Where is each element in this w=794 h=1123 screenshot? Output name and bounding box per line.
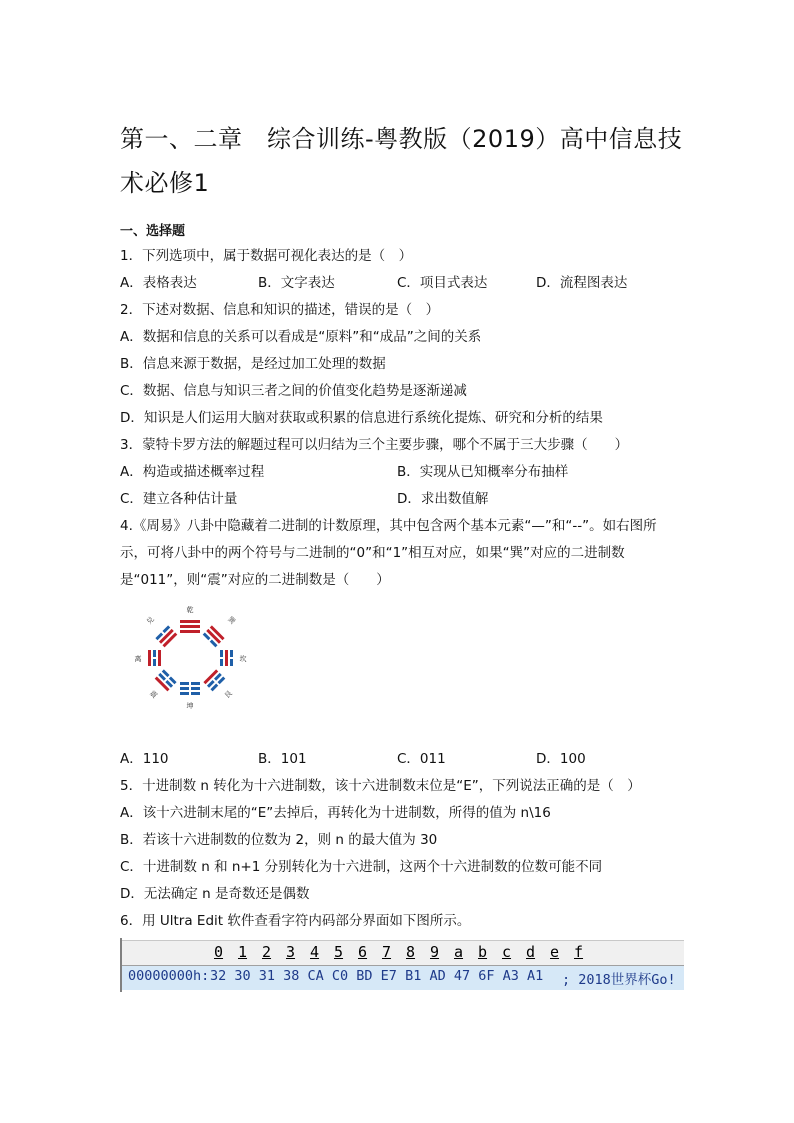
q4-option-b: B．101 xyxy=(258,751,307,767)
bagua-label-kan: 坎 xyxy=(239,655,247,663)
q1-option-d: D．流程图表达 xyxy=(536,275,628,291)
hex-address: 00000000h: xyxy=(128,968,210,984)
q3-option-d: D．求出数值解 xyxy=(397,491,489,507)
hex-bytes: 32 30 31 38 CA C0 BD E7 B1 AD 47 6F A3 A1 xyxy=(210,968,544,984)
hex-col: 0 xyxy=(214,943,224,961)
hex-column-header xyxy=(122,940,684,966)
bagua-label-zhen: 震 xyxy=(148,689,159,700)
bagua-label-gen: 艮 xyxy=(223,689,234,700)
hex-text: ; 2018世界杯Go! xyxy=(562,972,676,988)
q5-option-c: C．十进制数 n 和 n+1 分别转化为十六进制，这两个十六进制数的位数可能不同 xyxy=(120,859,603,875)
hex-col: 1 xyxy=(238,943,248,961)
hex-col: a xyxy=(454,943,464,961)
q3-option-c: C．建立各种估计量 xyxy=(120,491,238,507)
hex-col: 7 xyxy=(382,943,392,961)
q2-option-a: A．数据和信息的关系可以看成是“原料”和“成品”之间的关系 xyxy=(120,329,482,345)
hex-col: e xyxy=(550,943,560,961)
bagua-label-li: 离 xyxy=(134,655,142,663)
question-1-stem: 1．下列选项中，属于数据可视化表达的是（ ） xyxy=(120,248,413,264)
trigram-li xyxy=(148,650,161,666)
hex-editor-screenshot xyxy=(120,938,684,992)
section-heading: 一、选择题 xyxy=(120,224,186,239)
trigram-xun xyxy=(203,625,225,647)
question-4-stem: 4.《周易》八卦中隐藏着二进制的计数原理，其中包含两个基本元素“—”和“--”。如右图所示，可将八卦中的两个符号与二进制的“0”和“1”相互对应，如果“巽”对应的二进制数是“011”，则“震”对应的二进制数是（ ） xyxy=(120,518,657,588)
hex-col: 4 xyxy=(310,943,320,961)
bagua-label-qian: 乾 xyxy=(186,606,194,614)
q3-option-b: B．实现从已知概率分布抽样 xyxy=(397,464,569,480)
trigram-gen xyxy=(203,669,225,691)
q5-option-a: A．该十六进制末尾的“E”去掉后，再转化为十进制数，所得的值为 n\16 xyxy=(120,805,551,821)
hex-col: 8 xyxy=(406,943,416,961)
q2-option-c: C．数据、信息与知识三者之间的价值变化趋势是逐渐递减 xyxy=(120,383,467,399)
bagua-label-dui: 兑 xyxy=(145,615,156,626)
q5-option-b: B．若该十六进制数的位数为 2，则 n 的最大值为 30 xyxy=(120,832,438,848)
q1-option-a: A．表格表达 xyxy=(120,275,197,291)
question-3-stem: 3．蒙特卡罗方法的解题过程可以归结为三个主要步骤，哪个不属于三大步骤（ ） xyxy=(120,437,629,453)
hex-col: 3 xyxy=(286,943,296,961)
hex-col: 5 xyxy=(334,943,344,961)
q4-option-a: A．110 xyxy=(120,751,169,767)
q5-option-d: D．无法确定 n 是奇数还是偶数 xyxy=(120,886,310,902)
question-6-stem: 6．用 Ultra Edit 软件查看字符内码部分界面如下图所示。 xyxy=(120,913,471,929)
hex-col: 2 xyxy=(262,943,272,961)
bagua-label-xun: 巽 xyxy=(226,615,237,626)
hex-data-row xyxy=(122,966,684,990)
hex-col: c xyxy=(502,943,512,961)
hex-col: 6 xyxy=(358,943,368,961)
document-title: 第一、二章 综合训练-粤教版（2019）高中信息技术必修1 xyxy=(120,125,683,197)
hex-col: 9 xyxy=(430,943,440,961)
trigram-kan xyxy=(220,650,233,666)
q1-option-c: C．项目式表达 xyxy=(397,275,488,291)
trigram-kun xyxy=(180,682,200,695)
q4-option-c: C．011 xyxy=(397,751,446,767)
hex-col: f xyxy=(574,943,584,961)
q3-option-a: A．构造或描述概率过程 xyxy=(120,464,265,480)
q1-option-b: B．文字表达 xyxy=(258,275,335,291)
trigram-qian xyxy=(180,620,200,633)
hex-col: d xyxy=(526,943,536,961)
q2-option-d: D．知识是人们运用大脑对获取或积累的信息进行系统化提炼、研究和分析的结果 xyxy=(120,410,603,426)
trigram-zhen xyxy=(155,669,177,691)
trigram-dui xyxy=(155,625,177,647)
q4-option-d: D．100 xyxy=(536,751,586,767)
hex-col: b xyxy=(478,943,488,961)
question-2-stem: 2．下述对数据、信息和知识的描述，错误的是（ ） xyxy=(120,302,440,318)
question-5-stem: 5．十进制数 n 转化为十六进制数，该十六进制数末位是“E”，下列说法正确的是（ ） xyxy=(120,778,641,794)
bagua-diagram xyxy=(126,600,254,712)
bagua-label-kun: 坤 xyxy=(186,702,194,710)
q2-option-b: B．信息来源于数据，是经过加工处理的数据 xyxy=(120,356,386,372)
